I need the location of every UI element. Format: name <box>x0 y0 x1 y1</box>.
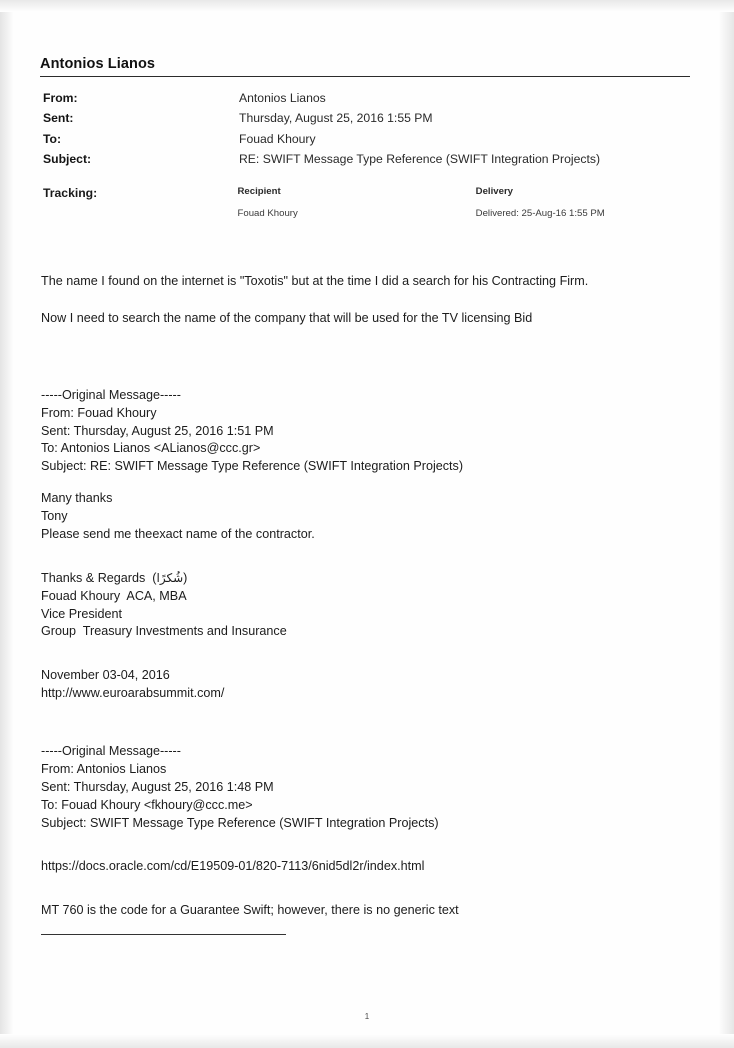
oracle-docs-link[interactable]: https://docs.oracle.com/cd/E19509-01/820-7113/6nid5dl2r/index.html <box>41 859 425 874</box>
event-date: November 03-04, 2016 <box>41 668 170 683</box>
spacer-1 <box>41 347 694 387</box>
scan-edge-top <box>0 0 734 12</box>
event-url-link[interactable]: http://www.euroarabsummit.com/ <box>41 686 225 701</box>
header-row-from <box>43 91 600 111</box>
signature-title: Vice President <box>41 606 122 621</box>
header-value-sent: Thursday, August 25, 2016 1:55 PM <box>239 111 433 126</box>
quote2-note: MT 760 is the code for a Guarantee Swift; however, there is no generic text <box>41 903 459 918</box>
signature-thanks-line <box>41 570 694 588</box>
tracking-recipient-value: Fouad Khoury <box>237 208 298 219</box>
header-value-to: Fouad Khoury <box>239 131 316 146</box>
header-row-to <box>43 132 600 152</box>
header-divider <box>40 76 690 77</box>
header-value-from: Antonios Lianos <box>239 91 326 105</box>
quote2-to: To: Fouad Khoury <fkhoury@ccc.me> <box>41 797 253 812</box>
tracking-recipient-header: Recipient <box>237 186 281 197</box>
quote2-sent: Sent: Thursday, August 25, 2016 1:48 PM <box>41 779 274 794</box>
header-row-sent <box>43 111 600 131</box>
signature-name: Fouad Khoury ACA, MBA <box>41 588 187 603</box>
quote1-line-3: Please send me theexact name of the contractor. <box>41 526 315 541</box>
quote1-sent: Sent: Thursday, August 25, 2016 1:51 PM <box>41 423 274 438</box>
spacer-5 <box>41 703 694 743</box>
page-number: 1 <box>364 1012 370 1021</box>
quote1-subject: Subject: RE: SWIFT Message Type Reference (SWIFT Integration Projects) <box>41 459 464 474</box>
email-body <box>41 273 694 935</box>
spacer-4 <box>41 641 694 667</box>
spacer-6 <box>41 832 694 858</box>
scan-edge-left <box>0 0 14 1048</box>
scan-edge-bottom <box>0 1034 734 1048</box>
tracking-block <box>43 186 694 219</box>
quote1-separator: -----Original Message----- <box>41 387 181 402</box>
header-row-subject <box>43 152 600 172</box>
signature-thanks-suffix: ) <box>183 570 188 585</box>
spacer-7 <box>41 876 694 902</box>
quote1-line-2: Tony <box>41 509 68 523</box>
quote1-line-1: Many thanks <box>41 491 113 506</box>
document-content <box>40 56 694 935</box>
quote2-separator: -----Original Message----- <box>41 744 181 758</box>
header-value-subject: RE: SWIFT Message Type Reference (SWIFT Integration Projects) <box>239 151 601 166</box>
quote2-from: From: Antonios Lianos <box>41 761 167 776</box>
quote1-from: From: Fouad Khoury <box>41 405 157 420</box>
signature-thanks-prefix: Thanks & Regards ( <box>41 570 157 585</box>
header-label-subject: Subject: <box>43 151 92 166</box>
signature-divider <box>41 934 286 935</box>
body-paragraph-2: Now I need to search the name of the company that will be used for the TV licensing Bid <box>41 310 533 325</box>
tracking-data-row <box>43 208 694 219</box>
email-header-table <box>43 91 600 172</box>
header-label-sent: Sent: <box>43 111 74 126</box>
quote1-to: To: Antonios Lianos <ALianos@ccc.gr> <box>41 441 261 456</box>
sender-name: Antonios Lianos <box>40 56 156 72</box>
body-paragraph-1: The name I found on the internet is "Toxotis" but at the time I did a search for his Contracting Firm. <box>41 274 589 288</box>
tracking-delivery-value: Delivered: 25-Aug-16 1:55 PM <box>475 208 605 219</box>
tracking-header-row <box>43 186 694 208</box>
tracking-label: Tracking: <box>43 186 98 200</box>
spacer-3 <box>41 544 694 570</box>
header-label-from: From: <box>43 91 78 105</box>
spacer-2 <box>41 476 694 490</box>
header-label-to: To: <box>43 131 62 146</box>
scan-edge-right <box>718 0 734 1048</box>
signature-thanks-arabic: شُكرًا <box>156 570 184 585</box>
tracking-spacer <box>43 208 238 219</box>
tracking-delivery-header: Delivery <box>475 186 514 197</box>
signature-department: Group Treasury Investments and Insurance <box>41 624 287 639</box>
quote2-subject: Subject: SWIFT Message Type Reference (SWIFT Integration Projects) <box>41 815 439 830</box>
